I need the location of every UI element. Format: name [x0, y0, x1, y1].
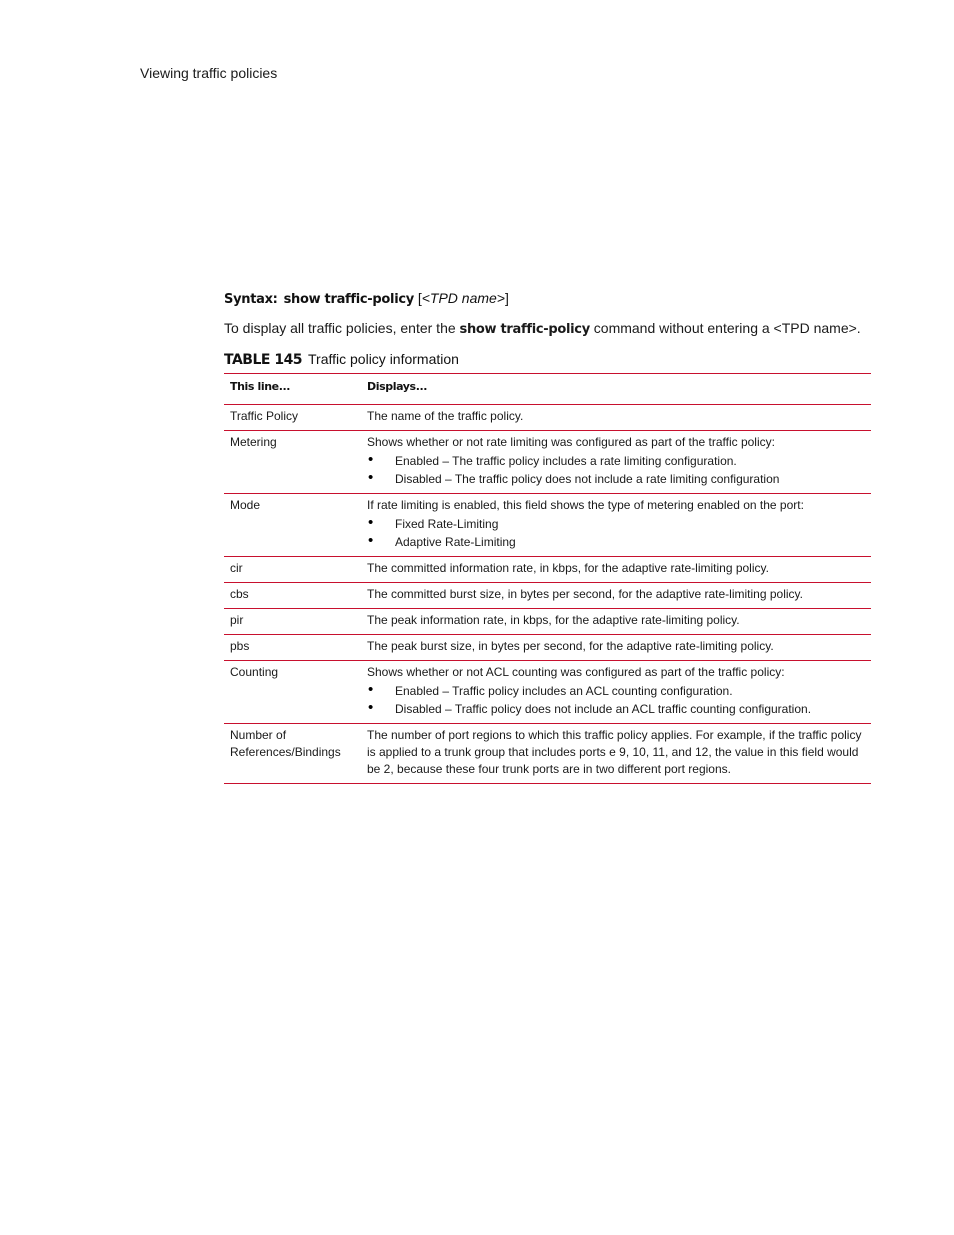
table-row — [224, 583, 871, 609]
row-field-name: Traffic Policy — [224, 405, 367, 431]
bullet-item: • Enabled – Traffic policy includes an ACL counting configuration. — [367, 682, 865, 700]
row-description: The committed burst size, in bytes per second, for the adaptive rate-limiting policy. — [367, 587, 803, 601]
row-field-name: cir — [224, 557, 367, 583]
bullet-item: • Adaptive Rate-Limiting — [367, 533, 865, 551]
bullet-item: • Disabled – Traffic policy does not include an ACL traffic counting configuration. — [367, 700, 865, 718]
row-description-cell — [367, 431, 871, 494]
intro-paragraph — [224, 319, 871, 339]
row-field-name: cbs — [224, 583, 367, 609]
bullet-list — [367, 682, 865, 718]
bullet-item: • Enabled – The traffic policy includes a rate limiting configuration. — [367, 452, 865, 470]
table-row — [224, 635, 871, 661]
row-field-name: pir — [224, 609, 367, 635]
main-content — [224, 289, 871, 784]
table-caption — [224, 350, 871, 368]
row-field-name: Metering — [224, 431, 367, 494]
row-description: The peak burst size, in bytes per second, for the adaptive rate-limiting policy. — [367, 639, 774, 653]
row-description: Shows whether or not ACL counting was configured as part of the traffic policy: — [367, 665, 785, 679]
table-title: Traffic policy information — [308, 351, 459, 367]
syntax-label: Syntax: — [224, 292, 278, 307]
row-description-cell — [367, 557, 871, 583]
bullet-list — [367, 515, 865, 551]
running-header: Viewing traffic policies — [140, 65, 278, 81]
row-description-cell — [367, 609, 871, 635]
table-body — [224, 405, 871, 784]
row-description-cell — [367, 494, 871, 557]
row-field-name: pbs — [224, 635, 367, 661]
table-number: TABLE 145 — [224, 352, 303, 368]
table-header-row — [224, 374, 871, 405]
traffic-policy-table — [224, 373, 871, 784]
bullet-item: • Fixed Rate-Limiting — [367, 515, 865, 533]
syntax-open-bracket: [ — [413, 290, 422, 306]
bullet-item: • Disabled – The traffic policy does not include a rate limiting configuration — [367, 470, 865, 488]
row-description-cell — [367, 635, 871, 661]
row-field-name: Number of References/Bindings — [224, 724, 367, 784]
syntax-command: show traffic-policy — [283, 292, 414, 307]
row-description-cell — [367, 724, 871, 784]
row-description: The number of port regions to which this traffic policy applies. For example, if the traffic policy is applied to a trunk group that includes ports e 9, 10, 11, and 12, the value in this field would be 2, because these four trunk ports are in two different port regions. — [367, 728, 862, 776]
table-row — [224, 661, 871, 724]
row-field-name: Mode — [224, 494, 367, 557]
table-row — [224, 431, 871, 494]
table-row — [224, 724, 871, 784]
table-row — [224, 609, 871, 635]
syntax-line — [224, 289, 871, 309]
table-row — [224, 557, 871, 583]
header-this-line: This line... — [224, 374, 367, 405]
row-description: The name of the traffic policy. — [367, 409, 524, 423]
row-description: The committed information rate, in kbps, for the adaptive rate-limiting policy. — [367, 561, 769, 575]
row-description: Shows whether or not rate limiting was configured as part of the traffic policy: — [367, 435, 775, 449]
intro-text-before: To display all traffic policies, enter the — [224, 320, 460, 336]
syntax-close-bracket: ] — [504, 290, 509, 306]
bullet-list — [367, 452, 865, 488]
header-displays: Displays... — [367, 374, 871, 405]
row-description-cell — [367, 661, 871, 724]
row-description: If rate limiting is enabled, this field shows the type of metering enabled on the port: — [367, 498, 804, 512]
table-row — [224, 405, 871, 431]
intro-text-after: command without entering a <TPD name>. — [589, 320, 861, 336]
table-row — [224, 494, 871, 557]
row-description-cell — [367, 405, 871, 431]
row-field-name: Counting — [224, 661, 367, 724]
syntax-argument: <TPD name> — [421, 290, 505, 306]
row-description-cell — [367, 583, 871, 609]
row-description: The peak information rate, in kbps, for the adaptive rate-limiting policy. — [367, 613, 740, 627]
intro-command: show traffic-policy — [459, 322, 590, 337]
